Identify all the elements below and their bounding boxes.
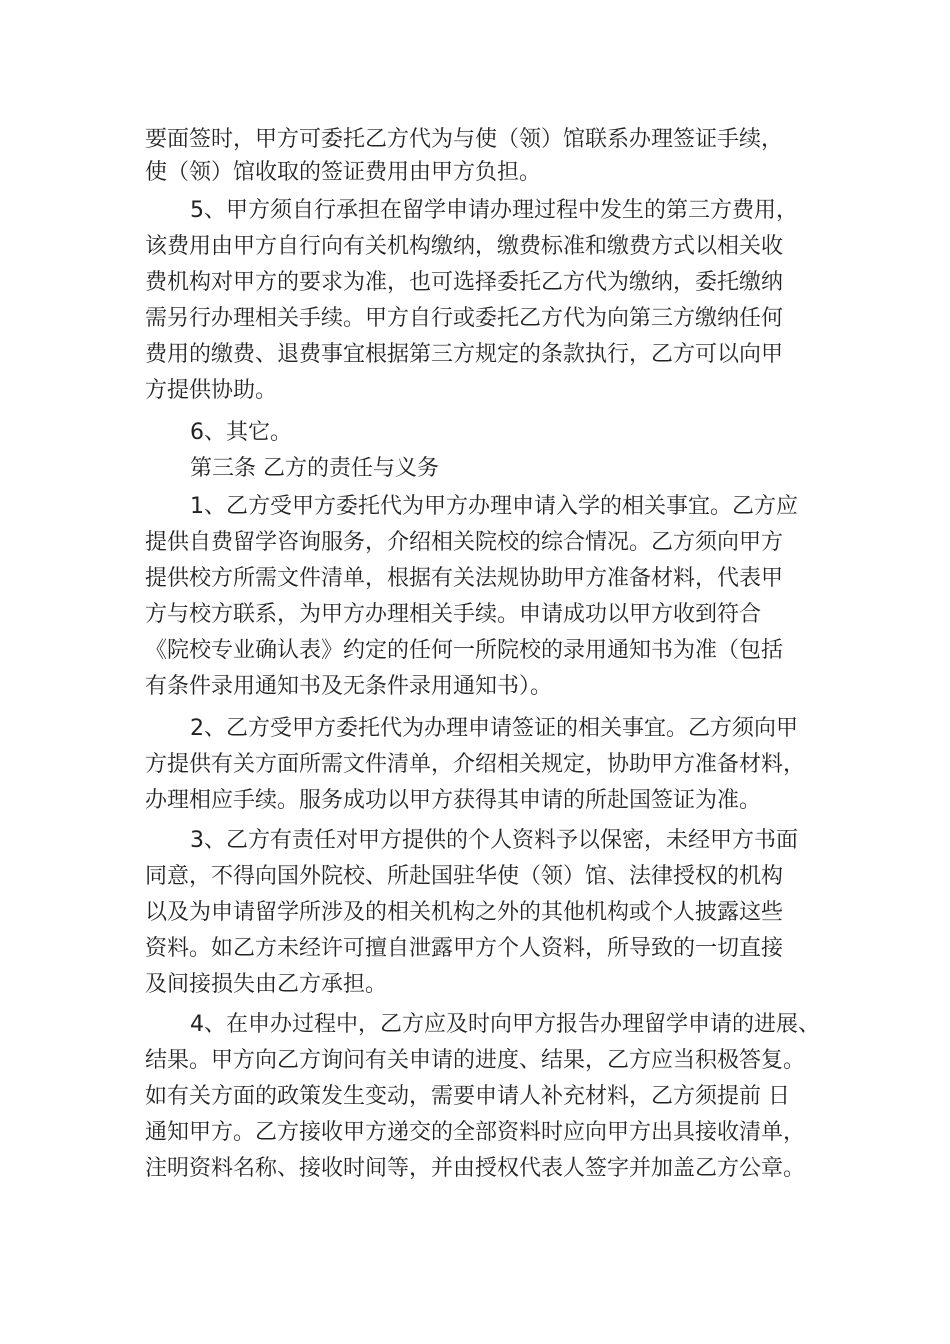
section-heading: 第三条 乙方的责任与义务 — [190, 456, 439, 481]
text-line: 费用的缴费、退费事宜根据第三方规定的条款执行，乙方可以向甲 — [145, 342, 784, 367]
text-line: 办理相应手续。服务成功以甲方获得其申请的所赴国签证为准。 — [145, 788, 762, 813]
text-line: 《院校专业确认表》约定的任何一所院校的录用通知书为准（包括 — [145, 638, 784, 663]
text-line: 资料。如乙方未经许可擅自泄露甲方个人资料，所导致的一切直接 — [145, 936, 784, 961]
text-line: 6、其它。 — [190, 420, 292, 445]
text-line: 4、在申办过程中，乙方应及时向甲方报告办理留学申请的进展、 — [190, 1012, 820, 1037]
text-line: 同意，不得向国外院校、所赴国驻华使（领）馆、法律授权的机构 — [145, 864, 784, 889]
text-line: 3、乙方有责任对甲方提供的个人资料予以保密，未经甲方书面 — [190, 828, 798, 853]
text-line: 方与校方联系，为甲方办理相关手续。申请成功以甲方收到符合 — [145, 602, 762, 627]
text-line: 如有关方面的政策发生变动，需要申请人补充材料，乙方须提前 日 — [145, 1084, 790, 1109]
text-line: 以及为申请留学所涉及的相关机构之外的其他机构或个人披露这些 — [145, 900, 784, 925]
text-line: 该费用由甲方自行向有关机构缴纳，缴费标准和缴费方式以相关收 — [145, 234, 784, 259]
text-line: 通知甲方。乙方接收甲方递交的全部资料时应向甲方出具接收清单， — [145, 1120, 806, 1145]
text-line: 1、乙方受甲方委托代为甲方办理申请入学的相关事宜。乙方应 — [190, 494, 798, 519]
text-line: 注明资料名称、接收时间等，并由授权代表人签字并加盖乙方公章。 — [145, 1156, 806, 1181]
text-line: 提供校方所需文件清单，根据有关法规协助甲方准备材料，代表甲 — [145, 566, 784, 591]
text-line: 方提供协助。 — [145, 378, 278, 403]
text-line: 及间接损失由乙方承担。 — [145, 972, 388, 997]
text-line: 费机构对甲方的要求为准，也可选择委托乙方代为缴纳，委托缴纳 — [145, 270, 784, 295]
text-line: 有条件录用通知书及无条件录用通知书）。 — [145, 674, 553, 699]
text-line: 使（领）馆收取的签证费用由甲方负担。 — [145, 160, 542, 185]
text-line: 需另行办理相关手续。甲方自行或委托乙方代为向第三方缴纳任何 — [145, 306, 784, 331]
text-line: 提供自费留学咨询服务，介绍相关院校的综合情况。乙方须向甲方 — [145, 530, 784, 555]
text-line: 2、乙方受甲方委托代为办理申请签证的相关事宜。乙方须向甲 — [190, 716, 798, 741]
text-line: 结果。甲方向乙方询问有关申请的进度、结果，乙方应当积极答复。 — [145, 1048, 806, 1073]
text-line: 5、甲方须自行承担在留学申请办理过程中发生的第三方费用， — [190, 198, 798, 223]
text-line: 方提供有关方面所需文件清单，介绍相关规定，协助甲方准备材料， — [145, 752, 806, 777]
text-line: 要面签时，甲方可委托乙方代为与使（领）馆联系办理签证手续， — [145, 127, 784, 152]
